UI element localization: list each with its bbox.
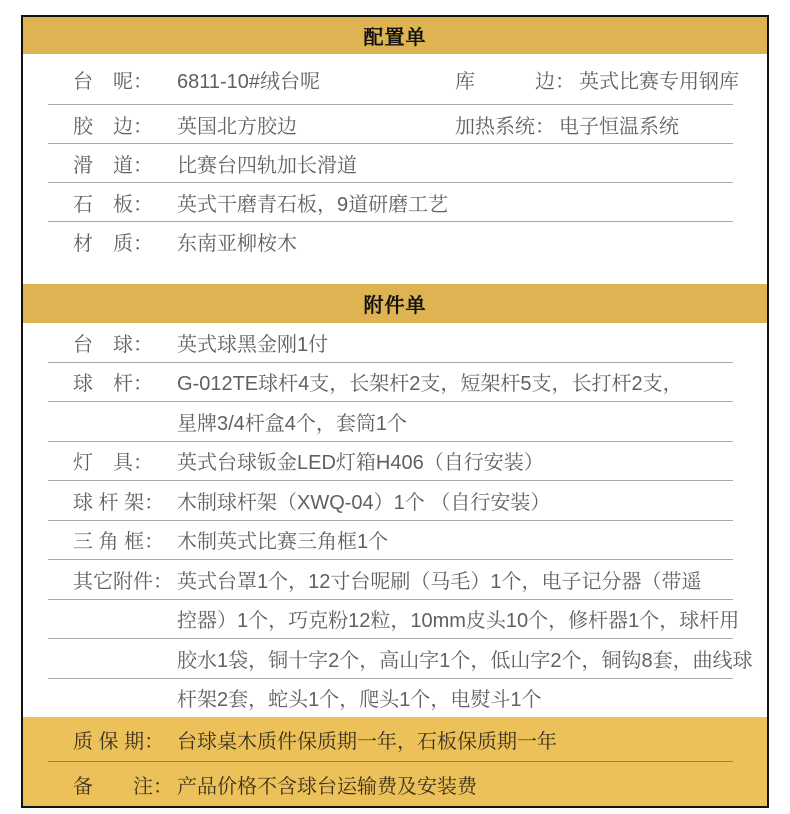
table-row	[23, 105, 767, 143]
table-row	[23, 521, 767, 560]
spec-sheet-frame	[21, 15, 769, 808]
table-row	[23, 363, 767, 402]
config-section-header: 配置单	[23, 17, 767, 54]
row-value: 英式台球钣金LED灯箱H406（自行安装）	[177, 452, 544, 475]
row-label: 质 保 期：	[73, 730, 165, 753]
accessories-table	[23, 323, 767, 717]
table-row	[23, 639, 767, 678]
row-value: 台球桌木质件保质期一年，石板保质期一年	[177, 730, 557, 753]
row-value: 英国北方胶边	[177, 115, 297, 138]
row-value: 英式干磨青石板，9道研磨工艺	[177, 193, 449, 216]
row-label: 石 板：	[73, 193, 153, 216]
table-cell	[455, 110, 767, 139]
row-value: 6811-10#绒台呢	[177, 70, 321, 93]
config-table	[23, 54, 767, 260]
row-label: 材 质：	[73, 232, 153, 255]
table-cell	[73, 65, 455, 94]
accessories-section-header: 附件单	[23, 284, 767, 323]
table-cell	[73, 725, 767, 754]
table-cell	[73, 604, 767, 633]
row-label: 其它附件：	[73, 570, 173, 593]
row-label: 滑 道：	[73, 154, 153, 177]
row-value: 杆架2套，蛇头1个，爬头1个，电熨斗1个	[177, 689, 542, 712]
table-cell	[73, 486, 767, 515]
row-label: 三 角 框：	[73, 531, 165, 554]
row-value: 英式球黑金刚1付	[177, 333, 329, 356]
table-cell	[73, 446, 767, 475]
row-value: 东南亚柳桉木	[177, 232, 297, 255]
table-cell	[73, 367, 767, 396]
table-cell	[73, 644, 767, 673]
row-label: 台 球：	[73, 333, 153, 356]
row-value: 星牌3/4杆盒4个，套筒1个	[177, 412, 408, 435]
table-cell	[73, 525, 767, 554]
table-cell	[73, 328, 767, 357]
table-row	[23, 717, 767, 761]
table-cell	[73, 110, 455, 139]
row-value: 控器）1个，巧克粉12粒，10mm皮头10个，修杆器1个，球杆用	[177, 610, 740, 633]
row-value: 产品价格不含球台运输费及安装费	[177, 775, 477, 798]
row-value: 电子恒温系统	[559, 115, 679, 138]
row-value: 木制球杆架（XWQ-04）1个 （自行安装）	[177, 491, 551, 514]
row-value: 胶水1袋，铜十字2个，高山字1个，低山字2个，铜钩8套，曲线球	[177, 649, 753, 672]
table-cell	[73, 565, 767, 594]
table-cell	[73, 407, 767, 436]
row-label: 球 杆 架：	[73, 491, 165, 514]
table-row	[23, 402, 767, 441]
table-cell	[73, 770, 767, 799]
row-label: 加热系统：	[455, 115, 555, 138]
row-value: 英式比赛专用钢库	[579, 70, 739, 93]
section-gap	[23, 260, 767, 284]
table-row	[23, 762, 767, 806]
table-cell	[455, 65, 767, 94]
row-label: 库 边：	[455, 70, 575, 93]
table-row	[23, 144, 767, 182]
table-cell	[73, 683, 767, 712]
table-row	[23, 183, 767, 221]
row-value: G-012TE球杆4支，长架杆2支，短架杆5支，长打杆2支，	[177, 373, 683, 396]
table-row	[23, 560, 767, 599]
row-value: 木制英式比赛三角框1个	[177, 531, 389, 554]
table-row	[23, 481, 767, 520]
row-label: 灯 具：	[73, 452, 153, 475]
row-label: 备 注：	[73, 775, 173, 798]
row-label: 球 杆：	[73, 373, 153, 396]
table-row	[23, 54, 767, 104]
row-label: 胶 边：	[73, 115, 153, 138]
row-label: 台 呢：	[73, 70, 153, 93]
table-row	[23, 222, 767, 260]
table-row	[23, 600, 767, 639]
row-value: 英式台罩1个，12寸台呢刷（马毛）1个，电子记分器（带遥	[177, 570, 702, 593]
table-cell	[73, 149, 767, 178]
table-cell	[73, 188, 767, 217]
table-cell	[73, 227, 767, 256]
footer-notes	[23, 717, 767, 806]
table-row	[23, 442, 767, 481]
table-row	[23, 679, 767, 718]
row-value: 比赛台四轨加长滑道	[177, 154, 357, 177]
table-row	[23, 323, 767, 362]
